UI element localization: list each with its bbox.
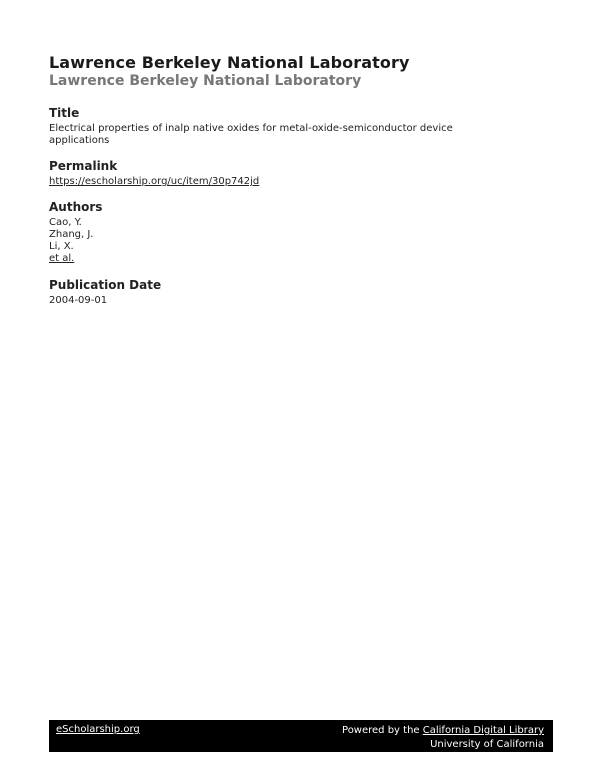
footer-credits bbox=[342, 724, 544, 752]
author-item: Cao, Y. bbox=[49, 217, 82, 228]
publication-date-value: 2004-09-01 bbox=[49, 295, 108, 306]
author-item: Li, X. bbox=[49, 241, 74, 252]
title-section bbox=[49, 106, 529, 147]
powered-by-text: Powered by the bbox=[342, 725, 423, 736]
authors-list bbox=[49, 217, 529, 265]
escholarship-link[interactable]: eScholarship.org bbox=[56, 724, 140, 735]
more-authors-link[interactable]: et al. bbox=[49, 253, 75, 264]
footer-bar bbox=[49, 720, 553, 752]
publication-date-heading: Publication Date bbox=[49, 278, 162, 292]
authors-section bbox=[49, 200, 529, 265]
authors-heading: Authors bbox=[49, 200, 103, 214]
permalink-section bbox=[49, 159, 529, 188]
paper-title-line-1: Electrical properties of inalp native oxides for metal-oxide-semiconductor device bbox=[49, 123, 453, 134]
paper-title-line-2: applications bbox=[49, 135, 110, 146]
author-item: Zhang, J. bbox=[49, 229, 94, 240]
organization-title: Lawrence Berkeley National Laboratory bbox=[49, 53, 410, 72]
publication-date-section bbox=[49, 278, 529, 307]
cdl-link[interactable]: California Digital Library bbox=[422, 725, 544, 736]
title-heading: Title bbox=[49, 106, 80, 120]
institution-name: University of California bbox=[430, 739, 544, 750]
paper-title bbox=[49, 123, 529, 147]
powered-by-line bbox=[342, 724, 544, 738]
permalink-heading: Permalink bbox=[49, 159, 118, 173]
organization-subtitle: Lawrence Berkeley National Laboratory bbox=[49, 73, 362, 89]
permalink-link[interactable]: https://escholarship.org/uc/item/30p742jd bbox=[49, 176, 260, 187]
